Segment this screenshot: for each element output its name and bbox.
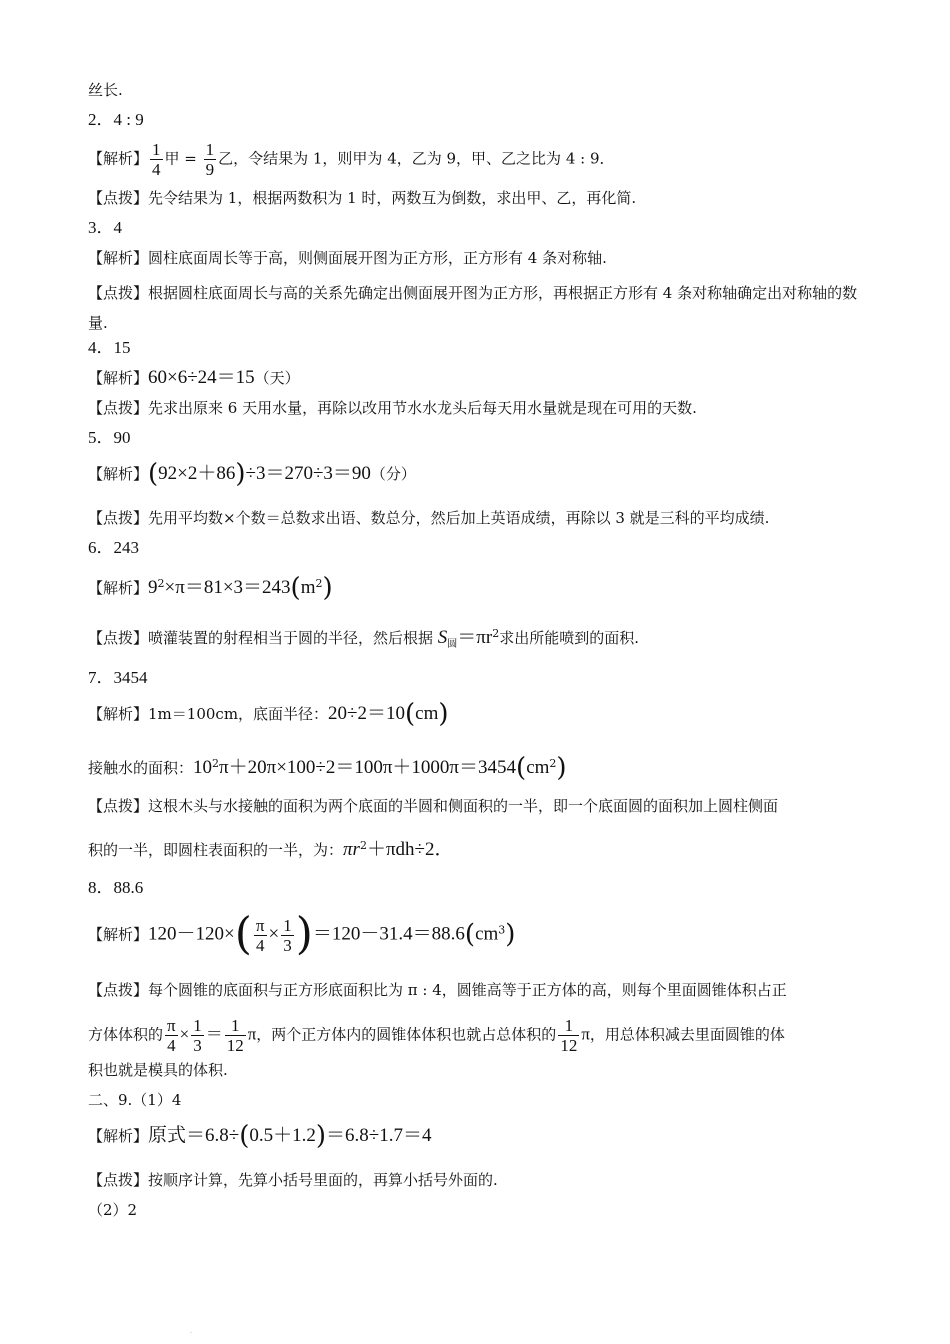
analysis-7-cont: 接触水的面积：$10^2\pi+20\pi\times 100\div 2=100\pi+1000\pi=3454(cm^2)$ bbox=[88, 753, 567, 783]
analysis-9: 【解析】原式＝6.8÷(0.5＋1.2)＝6.8÷1.7＝4 bbox=[88, 1121, 432, 1151]
tip-5: 【点拨】先用平均数×个数＝总数求出语、数总分，然后加上英语成绩，再除以 3 就是三科的平均成绩. bbox=[88, 509, 770, 527]
tip-3: 【点拨】根据圆柱底面周长与高的关系先确定出侧面展开图为正方形，再根据正方形有 4 条对称轴确定出对称轴的数量. bbox=[88, 284, 858, 332]
analysis-6: 【解析】$9^2\times\pi=81\times 3=243(m^2)$ bbox=[88, 573, 333, 603]
analysis-5: 【解析】(92×2＋86)÷3＝270÷3＝90（分） bbox=[88, 459, 416, 489]
text-line: 丝长. bbox=[88, 81, 123, 99]
fraction: $\frac{1}{9}$ bbox=[205, 140, 215, 179]
answer-4: 4．15 bbox=[88, 338, 131, 357]
answer-2: 2．4 : 9 bbox=[88, 110, 144, 129]
fraction: $\frac{1}{4}$ bbox=[152, 140, 161, 179]
tip-8: 【点拨】每个圆锥的底面积与正方形底面积比为 π : 4，圆锥高等于正方体的高，则每个里面圆锥体积占正 bbox=[88, 981, 787, 999]
analysis-7: 【解析】1m＝100cm，底面半径：20÷2＝10(cm) bbox=[88, 699, 449, 729]
tip-2: 【点拨】先令结果为 1，根据两数积为 1 时，两数互为倒数，求出甲、乙，再化简. bbox=[88, 189, 637, 207]
answer-9-1: 二、9.（1）4 bbox=[88, 1091, 182, 1109]
analysis-4: 【解析】60×6÷24＝15（天） bbox=[88, 367, 300, 388]
page-footer-mark: . bbox=[190, 1328, 192, 1335]
analysis-2: 【解析】 $\frac{1}{4}$ 甲 = $\frac{1}{9}$ 乙，令结果为 1，则甲为 4，乙为 9，甲、乙之比为 4 : 9． bbox=[88, 140, 615, 179]
answer-5: 5．90 bbox=[88, 428, 131, 447]
tip-9: 【点拨】按顺序计算，先算小括号里面的，再算小括号外面的. bbox=[88, 1171, 498, 1189]
answer-9-2: （2）2 bbox=[88, 1201, 138, 1219]
answer-8: 8．88.6 bbox=[88, 878, 144, 897]
analysis-3: 【解析】圆柱底面周长等于高，则侧面展开图为正方形，正方形有 4 条对称轴. bbox=[88, 249, 607, 267]
tip-4: 【点拨】先求出原来 6 天用水量，再除以改用节水水龙头后每天用水量就是现在可用的天数. bbox=[88, 399, 697, 417]
analysis-8: 【解析】120－120×( $\frac{\pi}{4}$ × $\frac{1}{3}$ )$=120-31.4=88.6(cm^3)$ bbox=[88, 908, 516, 960]
tip-7-cont: 积的一半，即圆柱表面积的一半，为：$\pi r^2+\pi dh\div 2$． bbox=[88, 839, 454, 860]
answer-6: 6．243 bbox=[88, 538, 139, 557]
answer-7: 7．3454 bbox=[88, 668, 148, 687]
tip-7: 【点拨】这根木头与水接触的面积为两个底面的半圆和侧面积的一半，即一个底面圆的面积加上圆柱侧面 bbox=[88, 797, 779, 815]
label-analysis: 【解析】 bbox=[88, 149, 149, 168]
tip-6: 【点拨】喷灌装置的射程相当于圆的半径，然后根据 $S_圆=\pi r^2$求出所能喷到的面积. bbox=[88, 627, 639, 650]
tip-8-cont: 方体体积的 $\frac{\pi}{4}$ × $\frac{1}{3}$ ＝ $\frac{1}{12}$ π，两个正方体内的圆锥体体积也就占总体积的 $\frac{1}{12}$ π，用总体积减去里面圆锥的体 bbox=[88, 1016, 785, 1055]
answer-3: 3．4 bbox=[88, 218, 122, 237]
tip-8-end: 积也就是模具的体积. bbox=[88, 1061, 228, 1079]
